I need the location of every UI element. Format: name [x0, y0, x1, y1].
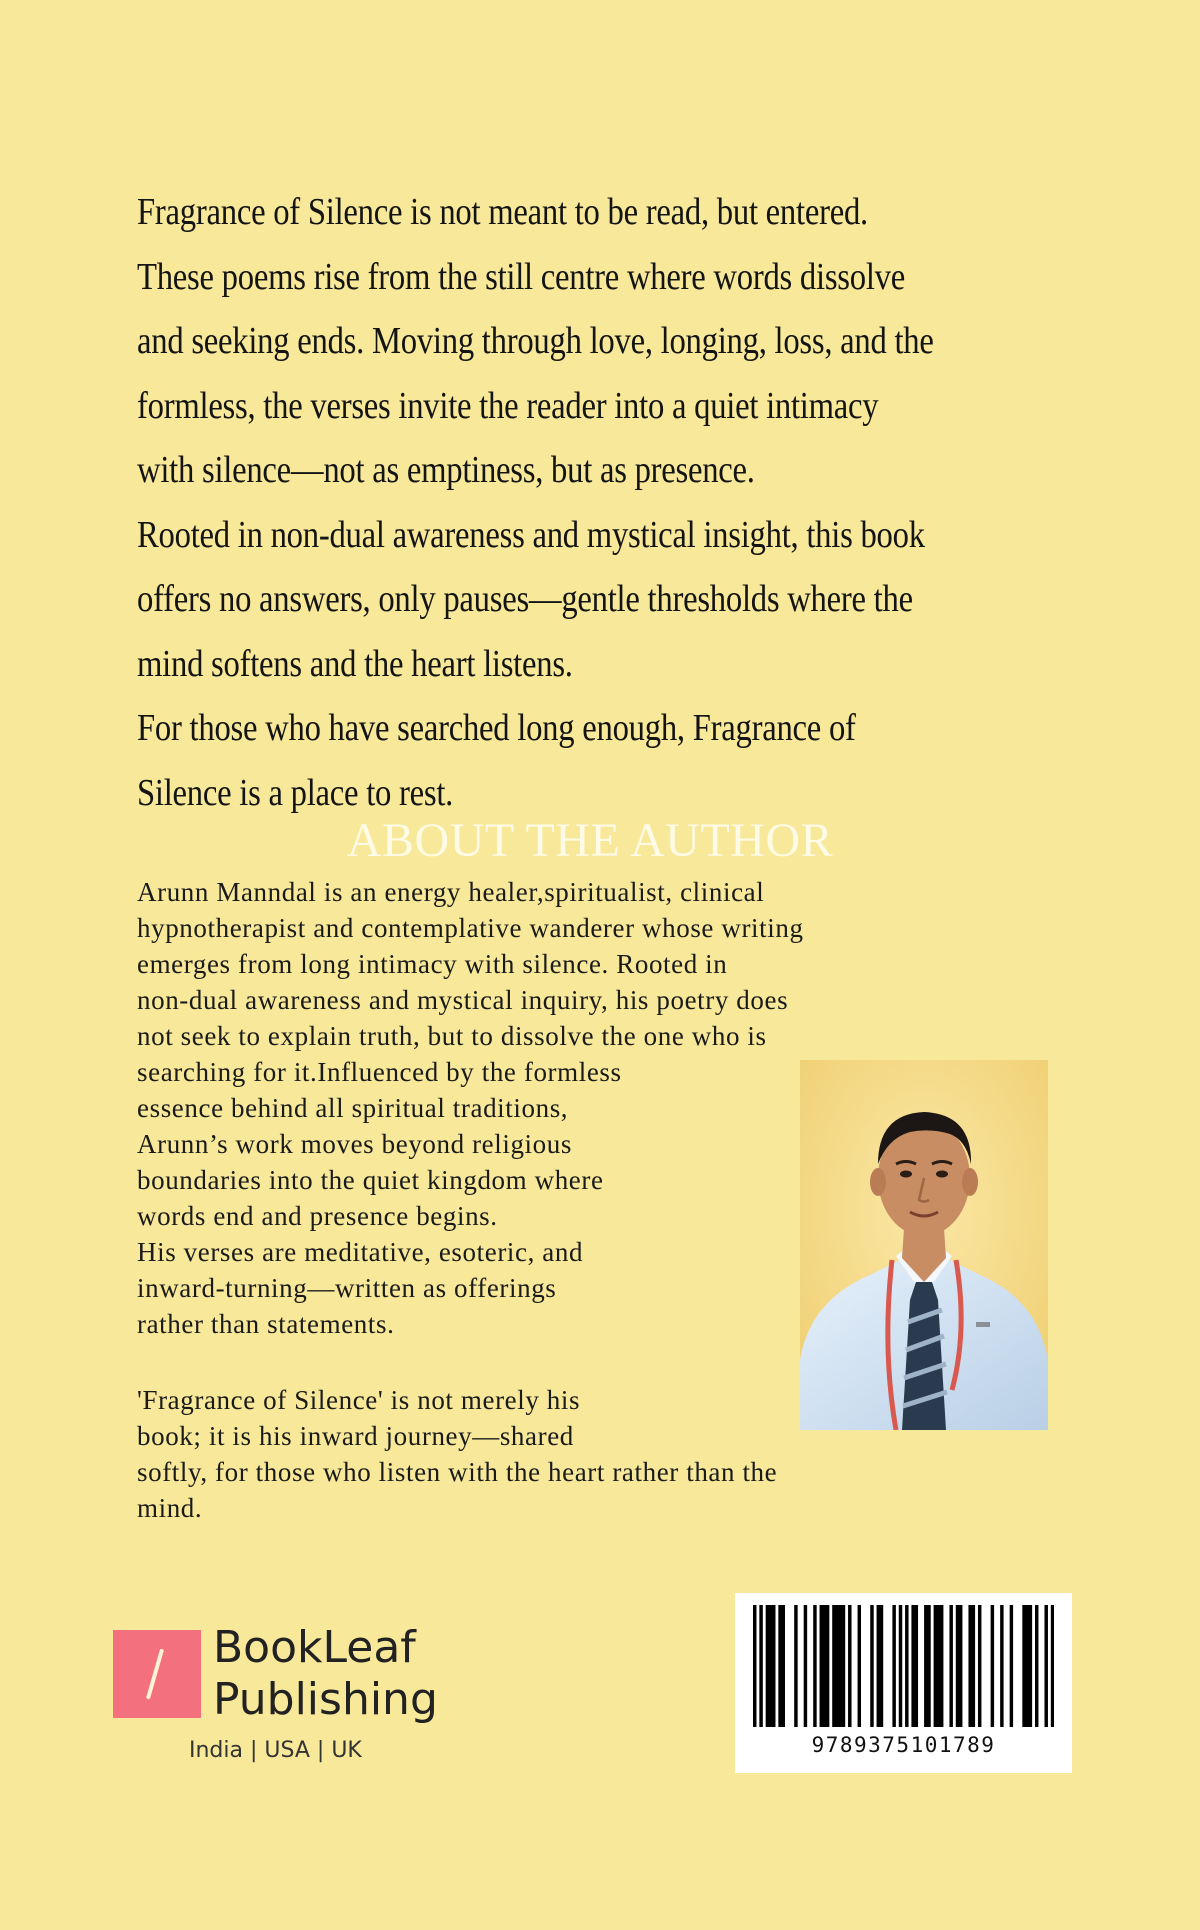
blurb-line: offers no answers, only pauses—gentle thresholds where the: [137, 578, 913, 620]
barcode-bar: [794, 1605, 797, 1727]
blurb-line: and seeking ends. Moving through love, longing, loss, and the: [137, 320, 934, 362]
author-bio-intro: [137, 874, 804, 1054]
barcode-bar: [766, 1605, 769, 1727]
barcode-bar: [934, 1605, 937, 1727]
barcode-bar: [915, 1605, 918, 1727]
bio-line: essence behind all spiritual traditions,: [137, 1093, 569, 1123]
barcode-bar: [835, 1605, 838, 1727]
bookleaf-logo-icon: [113, 1630, 201, 1718]
publisher-name: [213, 1622, 438, 1726]
barcode-bar: [911, 1605, 914, 1727]
bio-line: emerges from long intimacy with silence. Rooted in: [137, 949, 728, 979]
barcode-bar: [826, 1605, 829, 1727]
bio-line: hypnotherapist and contemplative wanderer whose writing: [137, 913, 804, 943]
barcode-bar: [940, 1605, 943, 1727]
publisher-name-line1: BookLeaf: [213, 1622, 416, 1673]
barcode-bar: [769, 1605, 772, 1727]
bio-line: book; it is his inward journey—shared: [137, 1421, 574, 1451]
bio-line: non-dual awareness and mystical inquiry, his poetry does: [137, 985, 789, 1015]
blurb-line: Rooted in non-dual awareness and mystical insight, this book: [137, 513, 925, 556]
barcode-bar: [1044, 1605, 1047, 1727]
bio-line: 'Fragrance of Silence' is not merely his: [137, 1385, 581, 1415]
bio-line: boundaries into the quiet kingdom where: [137, 1165, 604, 1195]
barcode-icon: [753, 1605, 1054, 1727]
barcode-bar: [820, 1605, 823, 1727]
barcode-bar: [832, 1605, 835, 1727]
bio-line: Arunn’s work moves beyond religious: [137, 1129, 572, 1159]
barcode-bar: [1025, 1605, 1028, 1727]
author-bio-closing: [137, 1382, 777, 1526]
barcode-bar: [991, 1605, 994, 1727]
bio-line: not seek to explain truth, but to dissolve the one who is: [137, 1021, 767, 1051]
barcode-bar: [870, 1605, 873, 1727]
barcode-bar: [880, 1605, 883, 1727]
barcode-bar: [949, 1605, 952, 1727]
author-bio-middle: [137, 1054, 622, 1342]
barcode-bar: [1022, 1605, 1025, 1727]
bio-line: inward-turning—written as offerings: [137, 1273, 557, 1303]
barcode-bar: [848, 1605, 851, 1727]
bio-line: words end and presence begins.: [137, 1201, 498, 1231]
barcode-bar: [778, 1605, 781, 1727]
barcode-bar: [1029, 1605, 1032, 1727]
isbn-barcode: [735, 1593, 1072, 1773]
bio-line: His verses are meditative, esoteric, and: [137, 1237, 584, 1267]
barcode-bar: [892, 1605, 895, 1727]
barcode-bar: [937, 1605, 940, 1727]
isbn-number: 9789375101789: [811, 1733, 996, 1757]
blurb-line: Fragrance of Silence is not meant to be read, but entered.: [137, 191, 868, 233]
barcode-bar: [823, 1605, 826, 1727]
barcode-bar: [1035, 1605, 1038, 1727]
barcode-bar: [956, 1605, 959, 1727]
barcode-bar: [782, 1605, 785, 1727]
blurb-line: Silence is a place to rest.: [137, 771, 454, 814]
author-photo: [800, 1060, 1048, 1430]
publisher-regions: India | USA | UK: [189, 1738, 362, 1763]
blurb-line: These poems rise from the still centre where words dissolve: [137, 255, 905, 298]
bio-line: searching for it.Influenced by the formless: [137, 1057, 622, 1087]
about-author-heading: ABOUT THE AUTHOR: [346, 814, 834, 867]
blurb-line: For those who have searched long enough, Fragrance of: [137, 707, 856, 749]
barcode-bar: [972, 1605, 975, 1727]
barcode-bar: [772, 1605, 775, 1727]
barcode-bar: [1051, 1605, 1054, 1727]
barcode-bar: [959, 1605, 962, 1727]
barcode-bar: [1010, 1605, 1013, 1727]
barcode-bar: [924, 1605, 927, 1727]
bio-line: Arunn Manndal is an energy healer,spiritualist, clinical: [137, 877, 765, 907]
barcode-bar: [968, 1605, 971, 1727]
bio-line: rather than statements.: [137, 1309, 395, 1339]
book-blurb: [137, 180, 954, 825]
barcode-bar: [899, 1605, 902, 1727]
barcode-bar: [858, 1605, 861, 1727]
barcode-bar: [905, 1605, 908, 1727]
bio-line: softly, for those who listen with the heart rather than the: [137, 1457, 778, 1487]
blurb-line: formless, the verses invite the reader into a quiet intimacy: [137, 384, 879, 427]
barcode-bar: [927, 1605, 930, 1727]
blurb-line: mind softens and the heart listens.: [137, 642, 573, 685]
barcode-bar: [753, 1605, 756, 1727]
barcode-bar: [1000, 1605, 1003, 1727]
barcode-bar: [804, 1605, 807, 1727]
barcode-bar: [759, 1605, 762, 1727]
barcode-bar: [813, 1605, 816, 1727]
author-portrait-icon: [800, 1060, 1048, 1430]
barcode-bar: [839, 1605, 842, 1727]
barcode-bar: [842, 1605, 845, 1727]
bio-line: mind.: [137, 1493, 203, 1523]
barcode-bar: [877, 1605, 880, 1727]
blurb-line: with silence—not as emptiness, but as presence.: [137, 449, 755, 491]
publisher-name-line2: Publishing: [213, 1674, 438, 1725]
barcode-bar: [978, 1605, 981, 1727]
logo-slash: [146, 1648, 164, 1699]
